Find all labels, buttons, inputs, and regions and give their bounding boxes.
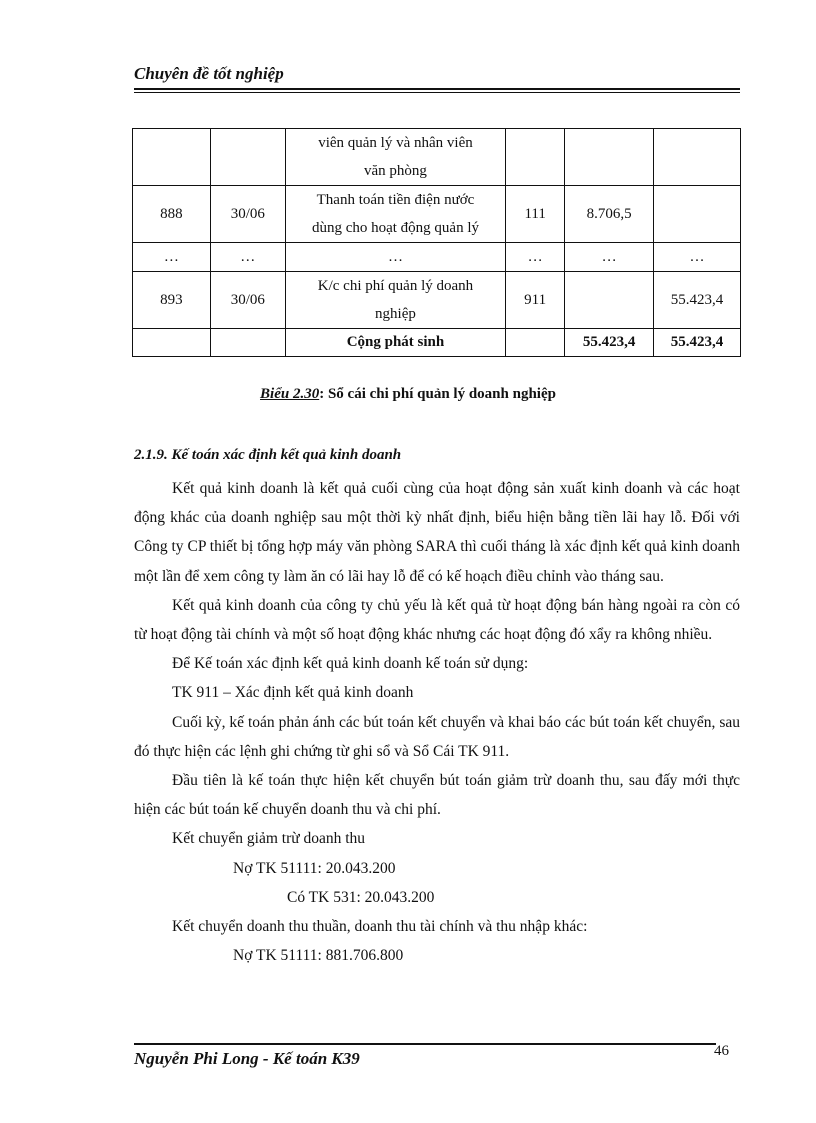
paragraph: Để Kế toán xác định kết quả kinh doanh kế toán sử dụng: (172, 655, 529, 673)
table-row (133, 129, 741, 186)
cell-desc (285, 243, 505, 272)
table-row (133, 272, 741, 329)
cell-id: 888 (133, 186, 211, 243)
paragraph: TK 911 – Xác định kết quả kinh doanh (172, 684, 414, 702)
caption-label: Biểu 2.30 (260, 386, 320, 402)
paragraph: Kết chuyển giảm trừ doanh thu (172, 830, 366, 848)
cell-date: … (210, 243, 285, 272)
cell-credit (654, 129, 741, 186)
entry-line: Nợ TK 51111: 881.706.800 (233, 947, 404, 965)
desc-line: văn phòng (364, 163, 427, 179)
table-caption (0, 386, 816, 403)
entry-line: Nợ TK 51111: 20.043.200 (233, 859, 396, 877)
table-row (133, 186, 741, 243)
cell-account (506, 129, 565, 186)
cell-debit (565, 272, 654, 329)
desc-line: nghiệp (375, 306, 416, 322)
desc-line: Thanh toán tiền điện nước (316, 192, 475, 208)
cell-account: … (506, 243, 565, 272)
paragraph: Cuối kỳ, kế toán phản ánh các bút toán kết chuyển và khai báo các bút toán kết chuyển, sau đó thực hiện các lệnh ghi chứng từ ghi sổ và Sổ Cái TK 911. (134, 713, 740, 760)
total-debit: 55.423,4 (565, 329, 654, 357)
page-number: 46 (714, 1043, 729, 1059)
entry-line: Có TK 531: 20.043.200 (287, 888, 435, 906)
cell-empty (210, 329, 285, 357)
cell-id: 893 (133, 272, 211, 329)
cell-debit: … (565, 243, 654, 272)
paragraph: Kết quả kinh doanh là kết quả cuối cùng của hoạt động sản xuất kinh doanh và các hoạt động khác của doanh nghiệp sau một thời kỳ nhất định, biểu hiện bằng tiền lãi hay lỗ. Đối với Công ty CP thiết bị tổng hợp máy văn phòng SARA thì cuối tháng là xác định kết quả kinh doanh một lần để xem công ty làm ăn có lãi hay lỗ để có kế hoạch điều chỉnh vào tháng sau. (134, 480, 740, 585)
cell-debit: 8.706,5 (565, 186, 654, 243)
cell-desc (285, 186, 505, 243)
cell-debit (565, 129, 654, 186)
paragraph: Kết quả kinh doanh của công ty chủ yếu là kết quả từ hoạt động bán hàng ngoài ra còn có từ hoạt động tài chính và một số hoạt động khác nhưng các hoạt động đó xẩy ra không nhiều. (134, 596, 740, 644)
cell-id: … (133, 243, 211, 272)
cell-date: 30/06 (210, 272, 285, 329)
total-credit: 55.423,4 (654, 329, 741, 357)
cell-credit: 55.423,4 (654, 272, 741, 329)
body-text (134, 474, 740, 970)
cell-id (133, 129, 211, 186)
paragraph: Kết chuyển doanh thu thuần, doanh thu tài chính và thu nhập khác: (172, 918, 588, 936)
footer-rule (134, 1043, 716, 1045)
cell-desc (285, 129, 505, 186)
desc-line: dùng cho hoạt động quản lý (311, 220, 479, 236)
header-rule (134, 88, 740, 90)
ledger-table (132, 128, 741, 357)
cell-empty (506, 329, 565, 357)
cell-credit (654, 186, 741, 243)
table-total-row (133, 329, 741, 357)
cell-account: 911 (506, 272, 565, 329)
cell-date (210, 129, 285, 186)
footer-author: Nguyễn Phi Long - Kế toán K39 (134, 1049, 360, 1068)
header-rule-thin (134, 92, 740, 93)
cell-desc (285, 272, 505, 329)
desc-line: K/c chi phí quản lý doanh (317, 278, 474, 294)
page-header-title: Chuyên đề tốt nghiệp (134, 64, 284, 83)
desc-line: … (387, 249, 403, 265)
caption-text: : Sổ cái chi phí quản lý doanh nghiệp (319, 386, 556, 402)
cell-empty (133, 329, 211, 357)
section-title: 2.1.9. Kế toán xác định kết quả kinh doanh (134, 447, 402, 463)
total-label: Cộng phát sinh (285, 329, 505, 357)
cell-credit: … (654, 243, 741, 272)
cell-account: 111 (506, 186, 565, 243)
table-row (133, 243, 741, 272)
paragraph: Đầu tiên là kế toán thực hiện kết chuyển bút toán giảm trừ doanh thu, sau đấy mới thực hiện các bút toán kế chuyển doanh thu và chi phí. (134, 772, 740, 819)
cell-date: 30/06 (210, 186, 285, 243)
desc-line: viên quản lý và nhân viên (318, 135, 473, 151)
